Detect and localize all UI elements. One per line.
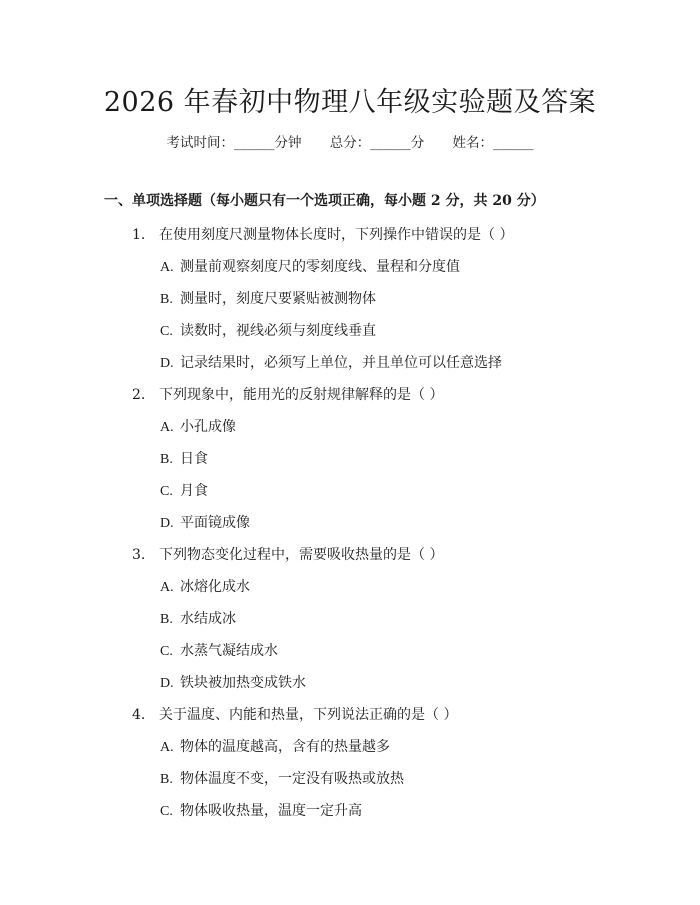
option-text: 日食 bbox=[180, 451, 208, 467]
option-text: 物体的温度越高，含有的热量越多 bbox=[180, 739, 390, 755]
option-text: 测量时，刻度尺要紧贴被测物体 bbox=[180, 291, 376, 307]
page-title: 2026 年春初中物理八年级实验题及答案 bbox=[103, 87, 597, 118]
option-letter: A. bbox=[160, 260, 174, 275]
option-b bbox=[160, 288, 376, 308]
exam-time-field: 考试时间：______分钟 bbox=[166, 135, 302, 151]
exam-meta bbox=[0, 131, 700, 151]
option-a bbox=[160, 576, 250, 596]
question-4 bbox=[132, 704, 457, 724]
option-text: 小孔成像 bbox=[180, 419, 236, 435]
option-text: 记录结果时，必须写上单位，并且单位可以任意选择 bbox=[180, 355, 502, 371]
student-name-field: 姓名：______ bbox=[452, 135, 534, 151]
option-c bbox=[160, 800, 362, 820]
question-number: 2. bbox=[132, 387, 146, 403]
option-letter: B. bbox=[160, 612, 173, 627]
question-2 bbox=[132, 384, 443, 404]
option-a bbox=[160, 256, 460, 276]
option-text: 月食 bbox=[180, 483, 208, 499]
option-text: 冰熔化成水 bbox=[180, 579, 250, 595]
option-text: 物体吸收热量，温度一定升高 bbox=[180, 803, 362, 819]
option-a bbox=[160, 416, 236, 436]
question-number: 3. bbox=[132, 547, 146, 563]
question-text: 下列现象中，能用光的反射规律解释的是（ ） bbox=[159, 387, 444, 403]
option-text: 平面镜成像 bbox=[180, 515, 250, 531]
question-text: 下列物态变化过程中，需要吸收热量的是（ ） bbox=[159, 547, 444, 563]
option-b bbox=[160, 448, 208, 468]
option-letter: A. bbox=[160, 580, 174, 595]
section-heading: 一、单项选择题（每小题只有一个选项正确，每小题 2 分，共 20 分） bbox=[104, 193, 545, 209]
option-b bbox=[160, 608, 236, 628]
option-text: 读数时，视线必须与刻度线垂直 bbox=[180, 323, 376, 339]
question-text: 在使用刻度尺测量物体长度时，下列操作中错误的是（ ） bbox=[159, 227, 514, 243]
option-letter: C. bbox=[160, 804, 173, 819]
option-d bbox=[160, 352, 502, 372]
option-letter: B. bbox=[160, 772, 173, 787]
question-3 bbox=[132, 544, 443, 564]
question-text: 关于温度、内能和热量，下列说法正确的是（ ） bbox=[159, 707, 458, 723]
option-c bbox=[160, 640, 278, 660]
option-letter: D. bbox=[160, 356, 174, 371]
option-letter: C. bbox=[160, 324, 173, 339]
option-letter: B. bbox=[160, 292, 173, 307]
option-letter: D. bbox=[160, 676, 174, 691]
option-letter: B. bbox=[160, 452, 173, 467]
option-letter: C. bbox=[160, 644, 173, 659]
option-letter: A. bbox=[160, 740, 174, 755]
option-text: 水蒸气凝结成水 bbox=[180, 643, 278, 659]
option-letter: C. bbox=[160, 484, 173, 499]
option-d bbox=[160, 512, 250, 532]
option-letter: A. bbox=[160, 420, 174, 435]
question-number: 4. bbox=[132, 707, 146, 723]
option-d bbox=[160, 672, 306, 692]
option-text: 水结成冰 bbox=[180, 611, 236, 627]
option-c bbox=[160, 320, 376, 340]
option-text: 测量前观察刻度尺的零刻度线、量程和分度值 bbox=[180, 259, 460, 275]
option-c bbox=[160, 480, 208, 500]
option-a bbox=[160, 736, 390, 756]
option-text: 物体温度不变，一定没有吸热或放热 bbox=[180, 771, 404, 787]
total-score-field: 总分：______分 bbox=[329, 135, 425, 151]
option-letter: D. bbox=[160, 516, 174, 531]
option-text: 铁块被加热变成铁水 bbox=[180, 675, 306, 691]
option-b bbox=[160, 768, 404, 788]
question-number: 1. bbox=[132, 227, 146, 243]
question-1 bbox=[132, 224, 513, 244]
